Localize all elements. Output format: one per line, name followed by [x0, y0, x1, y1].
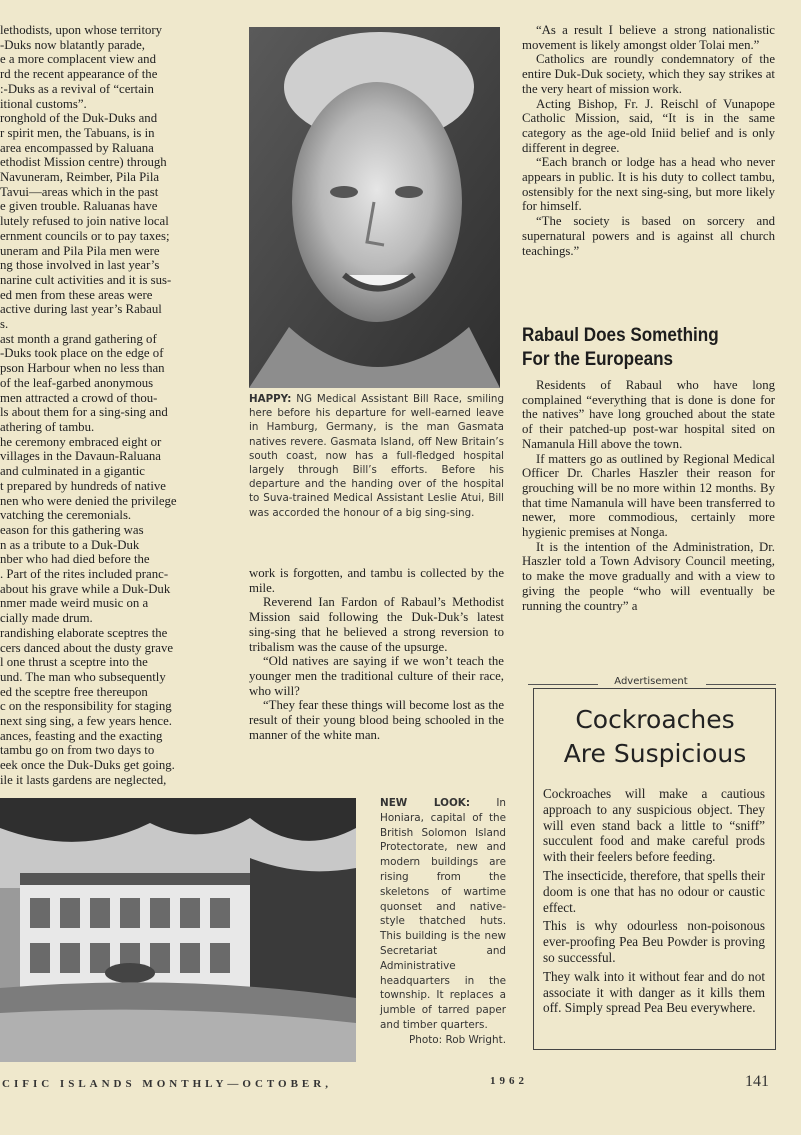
- left-column-line: and culminated in a gigantic: [0, 464, 145, 479]
- left-column-line: Tavui—areas which in the past: [0, 184, 159, 199]
- headline-rabaul: [522, 324, 774, 372]
- left-column-line: ng those involved in last year’s: [0, 258, 160, 273]
- ad-paragraph: They walk into it without fear and do not associate it with danger as it kills them off. Simply spread Pea Beu everywhere.: [543, 968, 765, 1016]
- left-column-line: he ceremony embraced eight or: [0, 434, 162, 449]
- headline-line-1: Rabaul Does Something: [522, 325, 719, 346]
- left-column-line: ronghold of the Duk-Duks and: [0, 111, 158, 126]
- right-paragraph: Acting Bishop, Fr. J. Reischl of Vunapope Catholic Mission, said, “It is in the same category as the age-old Iniid belief and is only different in degree.: [522, 96, 775, 155]
- ad-body: [543, 786, 765, 1048]
- right-paragraph: Catholics are roundly condemnatory of the entire Duk-Duk society, which they say strikes at the very heart of mission work.: [522, 52, 775, 96]
- left-column-line: lutely refused to join native local: [0, 214, 169, 229]
- left-column-line: Navuneram, Reimber, Pila Pila: [0, 170, 160, 185]
- left-column-line: pson Harbour when no less than: [0, 361, 165, 376]
- left-column-line: eason for this gathering was: [0, 522, 144, 537]
- footer-publication: CIFIC ISLANDS MONTHLY—OCTOBER,: [2, 1078, 332, 1090]
- left-column-line: men attracted a crowd of thou-: [0, 390, 158, 405]
- ad-title-line-1: Cockroaches: [575, 705, 735, 734]
- ad-paragraph: Cockroaches will make a cautious approach to any suspicious object. They will even stand back a little to “sniff” succulent food and make careful prods with their feelers before feeding.: [543, 786, 765, 865]
- ad-label-rule-left: [528, 684, 598, 685]
- left-column-line: rd the recent appearance of the: [0, 67, 158, 82]
- left-column-line: villages in the Davaun-Raluana: [0, 449, 161, 464]
- left-column-line: nen who were denied the privilege: [0, 493, 177, 508]
- left-column-line: s.: [0, 317, 9, 332]
- left-column-line: ls about them for a sing-sing and: [0, 405, 168, 420]
- left-column-line: ed the sceptre free thereupon: [0, 684, 148, 699]
- caption-newlook-text: In Honiara, capital of the British Solomon Island Protectorate, new and modern buildings are rising from the skeletons of wartime quonset and native-style thatched huts. This building is the new Secretariat and Administrative headquarters in the township. It replaces a jumble of tarred paper and timber quarters.: [380, 797, 506, 1031]
- left-column-line: eek once the Duk-Duks get going.: [0, 758, 175, 773]
- ad-title-line-2: Are Suspicious: [563, 739, 747, 768]
- ad-title: [535, 703, 775, 771]
- caption-happy-text: NG Medical Assistant Bill Race, smiling here before his departure for well-earned leave in Hamburg, Germany, is the man Gasmata natives revere. Gasmata Island, off New Britain’s south coast, now has a full-fledged hospital largely through Bill’s efforts. Before his departure and the handing over of the hospital to Suva-trained Medical Assistant Leslie Atui, Bill was accorded the honour of a big sing-sing.: [249, 393, 504, 519]
- headline-line-2: For the Europeans: [522, 349, 674, 370]
- ad-paragraph: The insecticide, therefore, that spells their doom is one that has no odour or caustic effect.: [543, 867, 765, 915]
- left-column-line: . Part of the rites included pranc-: [0, 567, 169, 582]
- right-paragraph: “As a result I believe a strong nationalistic movement is likely amongst older Tolai men.”: [522, 23, 775, 52]
- middle-paragraph: “They fear these things will become lost as the result of their young blood being schooled in the manner of the white man.: [249, 698, 504, 742]
- middle-paragraph: “Old natives are saying if we won’t teach the younger men the traditional culture of their race, who will?: [249, 654, 504, 698]
- article-column-left: [0, 23, 228, 788]
- portrait-image: [249, 27, 500, 388]
- left-column-line: t prepared by hundreds of native: [0, 478, 166, 493]
- ad-paragraph: This is why odourless non-poisonous ever-proofing Pea Beu Powder is proving so successful.: [543, 918, 765, 965]
- left-column-line: lethodists, upon whose territory: [0, 23, 163, 37]
- caption-happy-lead: HAPPY:: [249, 393, 292, 405]
- left-column-line: active during last year’s Rabaul: [0, 302, 162, 317]
- left-column-line: cers danced about the dusty grave: [0, 640, 174, 655]
- footer-page-number: 141: [745, 1073, 769, 1090]
- caption-newlook-lead: NEW LOOK:: [380, 797, 471, 809]
- ad-label: Advertisement: [614, 676, 688, 687]
- left-column-line: athering of tambu.: [0, 419, 95, 434]
- article-column-right-top: [522, 23, 775, 318]
- left-column-line: nmer made weird music on a: [0, 596, 149, 611]
- middle-paragraph: work is forgotten, and tambu is collected by the mile.: [249, 566, 504, 595]
- right-paragraph: “The society is based on sorcery and supernatural powers and is against all church teachings.”: [522, 214, 775, 258]
- article-column-middle: [249, 566, 504, 786]
- caption-newlook: [380, 796, 506, 1056]
- portrait-photo-bill-race: [249, 27, 500, 388]
- caption-happy: [249, 392, 504, 552]
- building-photo-honiara: [0, 798, 356, 1062]
- left-column-line: e a more complacent view and: [0, 52, 156, 67]
- left-column-line: uneram and Pila Pila men were: [0, 243, 160, 258]
- left-column-line: ethodist Mission centre) through: [0, 155, 167, 170]
- left-column-line: e given trouble. Raluanas have: [0, 199, 158, 214]
- left-column-line: n as a tribute to a Duk-Duk: [0, 537, 140, 552]
- right-paragraph: If matters go as outlined by Regional Medical Officer Dr. Charles Haszler their reason for grouching will be no more within 12 months. By that time Namanula will have been transferred to newer, more commodious, certainly more hygienic premises at Nonga.: [522, 451, 775, 540]
- left-column-line: und. The man who subsequently: [0, 669, 166, 684]
- left-column-line: next sing sing, a few years hence.: [0, 714, 172, 729]
- left-column-line: :-Duks as a revival of “certain: [0, 81, 154, 96]
- left-column-line: itional customs”.: [0, 96, 87, 111]
- building-image: [0, 798, 356, 1062]
- left-column-line: ile it lasts gardens are neglected,: [0, 772, 167, 787]
- left-column-line: about his grave while a Duk-Duk: [0, 581, 171, 596]
- left-column-line: ances, feasting and the exacting: [0, 728, 163, 743]
- right-paragraph: Residents of Rabaul who have long complained “everything that is done is done for the natives” have long grouched about the state of their patched-up post-war hospital sited on Namanula Hill above the town.: [522, 378, 775, 451]
- left-column-line: area encompassed by Raluana: [0, 140, 154, 155]
- left-column-line: randishing elaborate sceptres the: [0, 625, 168, 640]
- left-column-line: cially made drum.: [0, 611, 93, 626]
- left-column-line: ernment councils or to pay taxes;: [0, 228, 170, 243]
- left-column-line: r spirit men, the Tabuans, is in: [0, 125, 155, 140]
- right-paragraph: “Each branch or lodge has a head who never appears in public. It is his duty to collect tambu, ostensibly for the next sing-sing, but more likely for himself.: [522, 155, 775, 214]
- article-column-right-bottom: [522, 378, 775, 670]
- left-column-line: -Duks took place on the edge of: [0, 346, 164, 361]
- left-column-line: of the leaf-garbed anonymous: [0, 375, 154, 390]
- left-column-line: l one thrust a sceptre into the: [0, 655, 148, 670]
- left-column-line: narine cult activities and it is sus-: [0, 272, 172, 287]
- middle-paragraph: Reverend Ian Fardon of Rabaul’s Methodist Mission said following the Duk-Duk’s latest sing-sing that he believed a strong reversion to tribalism was the cause of the upsurge.: [249, 595, 504, 654]
- photo-credit: Photo: Rob Wright.: [409, 1033, 506, 1046]
- left-column-line: ed men from these areas were: [0, 287, 153, 302]
- left-column-line: -Duks now blatantly parade,: [0, 37, 145, 52]
- left-column-line: ast month a grand gathering of: [0, 331, 157, 346]
- ad-label-rule-right: [706, 684, 776, 685]
- left-column-line: c on the responsibility for staging: [0, 699, 172, 714]
- left-column-line: vatching the ceremonials.: [0, 508, 132, 523]
- left-column-line: nber who had died before the: [0, 552, 150, 567]
- page-footer: [0, 1075, 801, 1095]
- footer-year: 1962: [490, 1075, 528, 1087]
- left-column-line: tambu go on from two days to: [0, 743, 155, 758]
- right-paragraph: It is the intention of the Administration, Dr. Haszler told a Town Advisory Council meeting, to make the move gradually and with a view to giving the people “who will eventually be running the country” a: [522, 539, 775, 613]
